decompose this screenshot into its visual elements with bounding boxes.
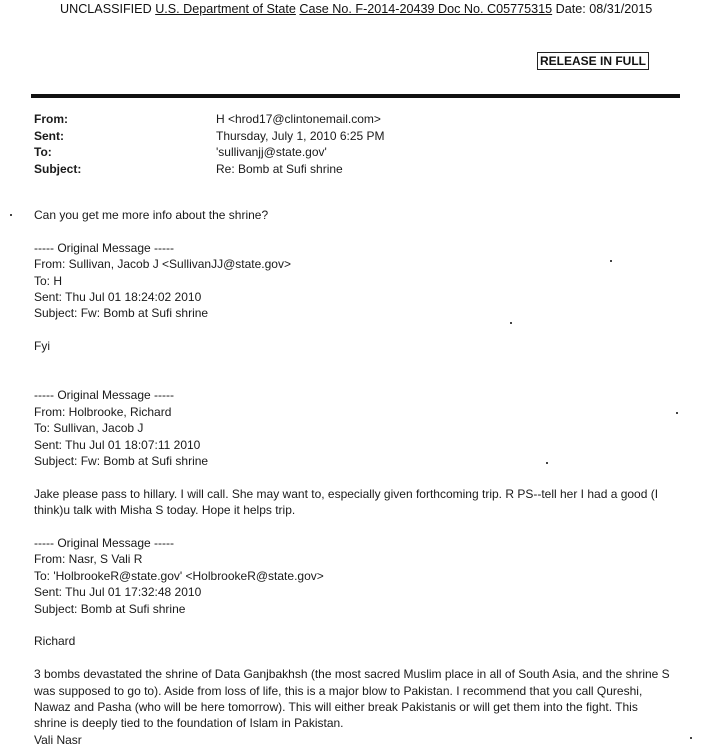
to-value: 'sullivanjj@state.gov' (216, 145, 327, 159)
forward-block-1 (34, 240, 694, 355)
forward-block-2 (34, 387, 694, 518)
forward-body: Fyi (34, 339, 50, 354)
forward-from: From: Sullivan, Jacob J <SullivanJJ@state.gov> (34, 257, 291, 272)
scan-speck (676, 412, 678, 414)
reply-text: Can you get me more info about the shrine? (34, 208, 269, 222)
classification-banner (60, 2, 652, 16)
original-message-marker: ----- Original Message ----- (34, 388, 175, 403)
salutation: Richard (34, 634, 76, 649)
banner-department: U.S. Department of State (155, 2, 296, 16)
forward-to: To: Sullivan, Jacob J (34, 421, 144, 436)
sent-row (34, 128, 385, 145)
original-message-marker: ----- Original Message ----- (34, 536, 175, 551)
forward-to: To: 'HolbrookeR@state.gov' <HolbrookeR@state.gov> (34, 568, 324, 583)
from-row (34, 111, 385, 128)
forward-subject: Subject: Bomb at Sufi shrine (34, 601, 186, 616)
banner-case-number: Case No. F-2014-20439 Doc No. C05775315 (299, 2, 553, 16)
to-row (34, 144, 385, 161)
sent-value: Thursday, July 1, 2010 6:25 PM (216, 128, 385, 143)
scan-speck (510, 322, 512, 324)
header-divider (31, 94, 680, 98)
forward-sent: Sent: Thu Jul 01 17:32:48 2010 (34, 585, 202, 600)
forward-block-3 (34, 535, 694, 748)
scan-speck (10, 214, 12, 216)
forward-body-line: think)u talk with Misha S today. Hope it helps trip. (34, 503, 296, 518)
forward-subject: Subject: Fw: Bomb at Sufi shrine (34, 306, 209, 321)
email-header (34, 111, 385, 177)
to-label: To: (34, 145, 52, 159)
subject-row (34, 161, 385, 178)
forward-body-line: Nawaz and Pasha (who will be here tomorrow). This will either break Pakistanis or will get them into the fight. This (34, 700, 638, 715)
original-message-marker: ----- Original Message ----- (34, 240, 175, 255)
forward-sent: Sent: Thu Jul 01 18:07:11 2010 (34, 437, 201, 452)
scan-speck (690, 737, 692, 739)
release-stamp: RELEASE IN FULL (537, 52, 649, 70)
forward-subject: Subject: Fw: Bomb at Sufi shrine (34, 454, 209, 469)
signature: Vali Nasr (34, 732, 82, 747)
forward-to: To: H (34, 273, 63, 288)
scan-speck (610, 260, 612, 262)
forward-body-line: Jake please pass to hillary. I will call. She may want to, especially given forthcoming trip. R PS--tell her I had a good (I (34, 486, 659, 501)
scan-speck (546, 462, 548, 464)
from-label: From: (34, 112, 68, 126)
forward-body-line: was supposed to go to). Aside from loss of life, this is a major blow to Pakistan. I recommend that you call Qureshi, (34, 683, 643, 698)
forward-body-line: 3 bombs devastated the shrine of Data Ganjbakhsh (the most sacred Muslim place in all of South Asia, and the shrine S (34, 667, 670, 682)
forward-body-line: shrine is deeply tied to the foundation of Islam in Pakistan. (34, 716, 344, 731)
subject-value: Re: Bomb at Sufi shrine (216, 161, 343, 176)
sent-label: Sent: (34, 128, 64, 143)
from-value: H <hrod17@clintonemail.com> (216, 112, 381, 126)
forward-from: From: Holbrooke, Richard (34, 404, 172, 419)
subject-label: Subject: (34, 161, 82, 176)
forward-from: From: Nasr, S Vali R (34, 552, 143, 567)
banner-date: Date: 08/31/2015 (552, 2, 653, 16)
email-body (34, 207, 694, 748)
banner-prefix: UNCLASSIFIED (60, 2, 156, 16)
forward-sent: Sent: Thu Jul 01 18:24:02 2010 (34, 290, 202, 305)
